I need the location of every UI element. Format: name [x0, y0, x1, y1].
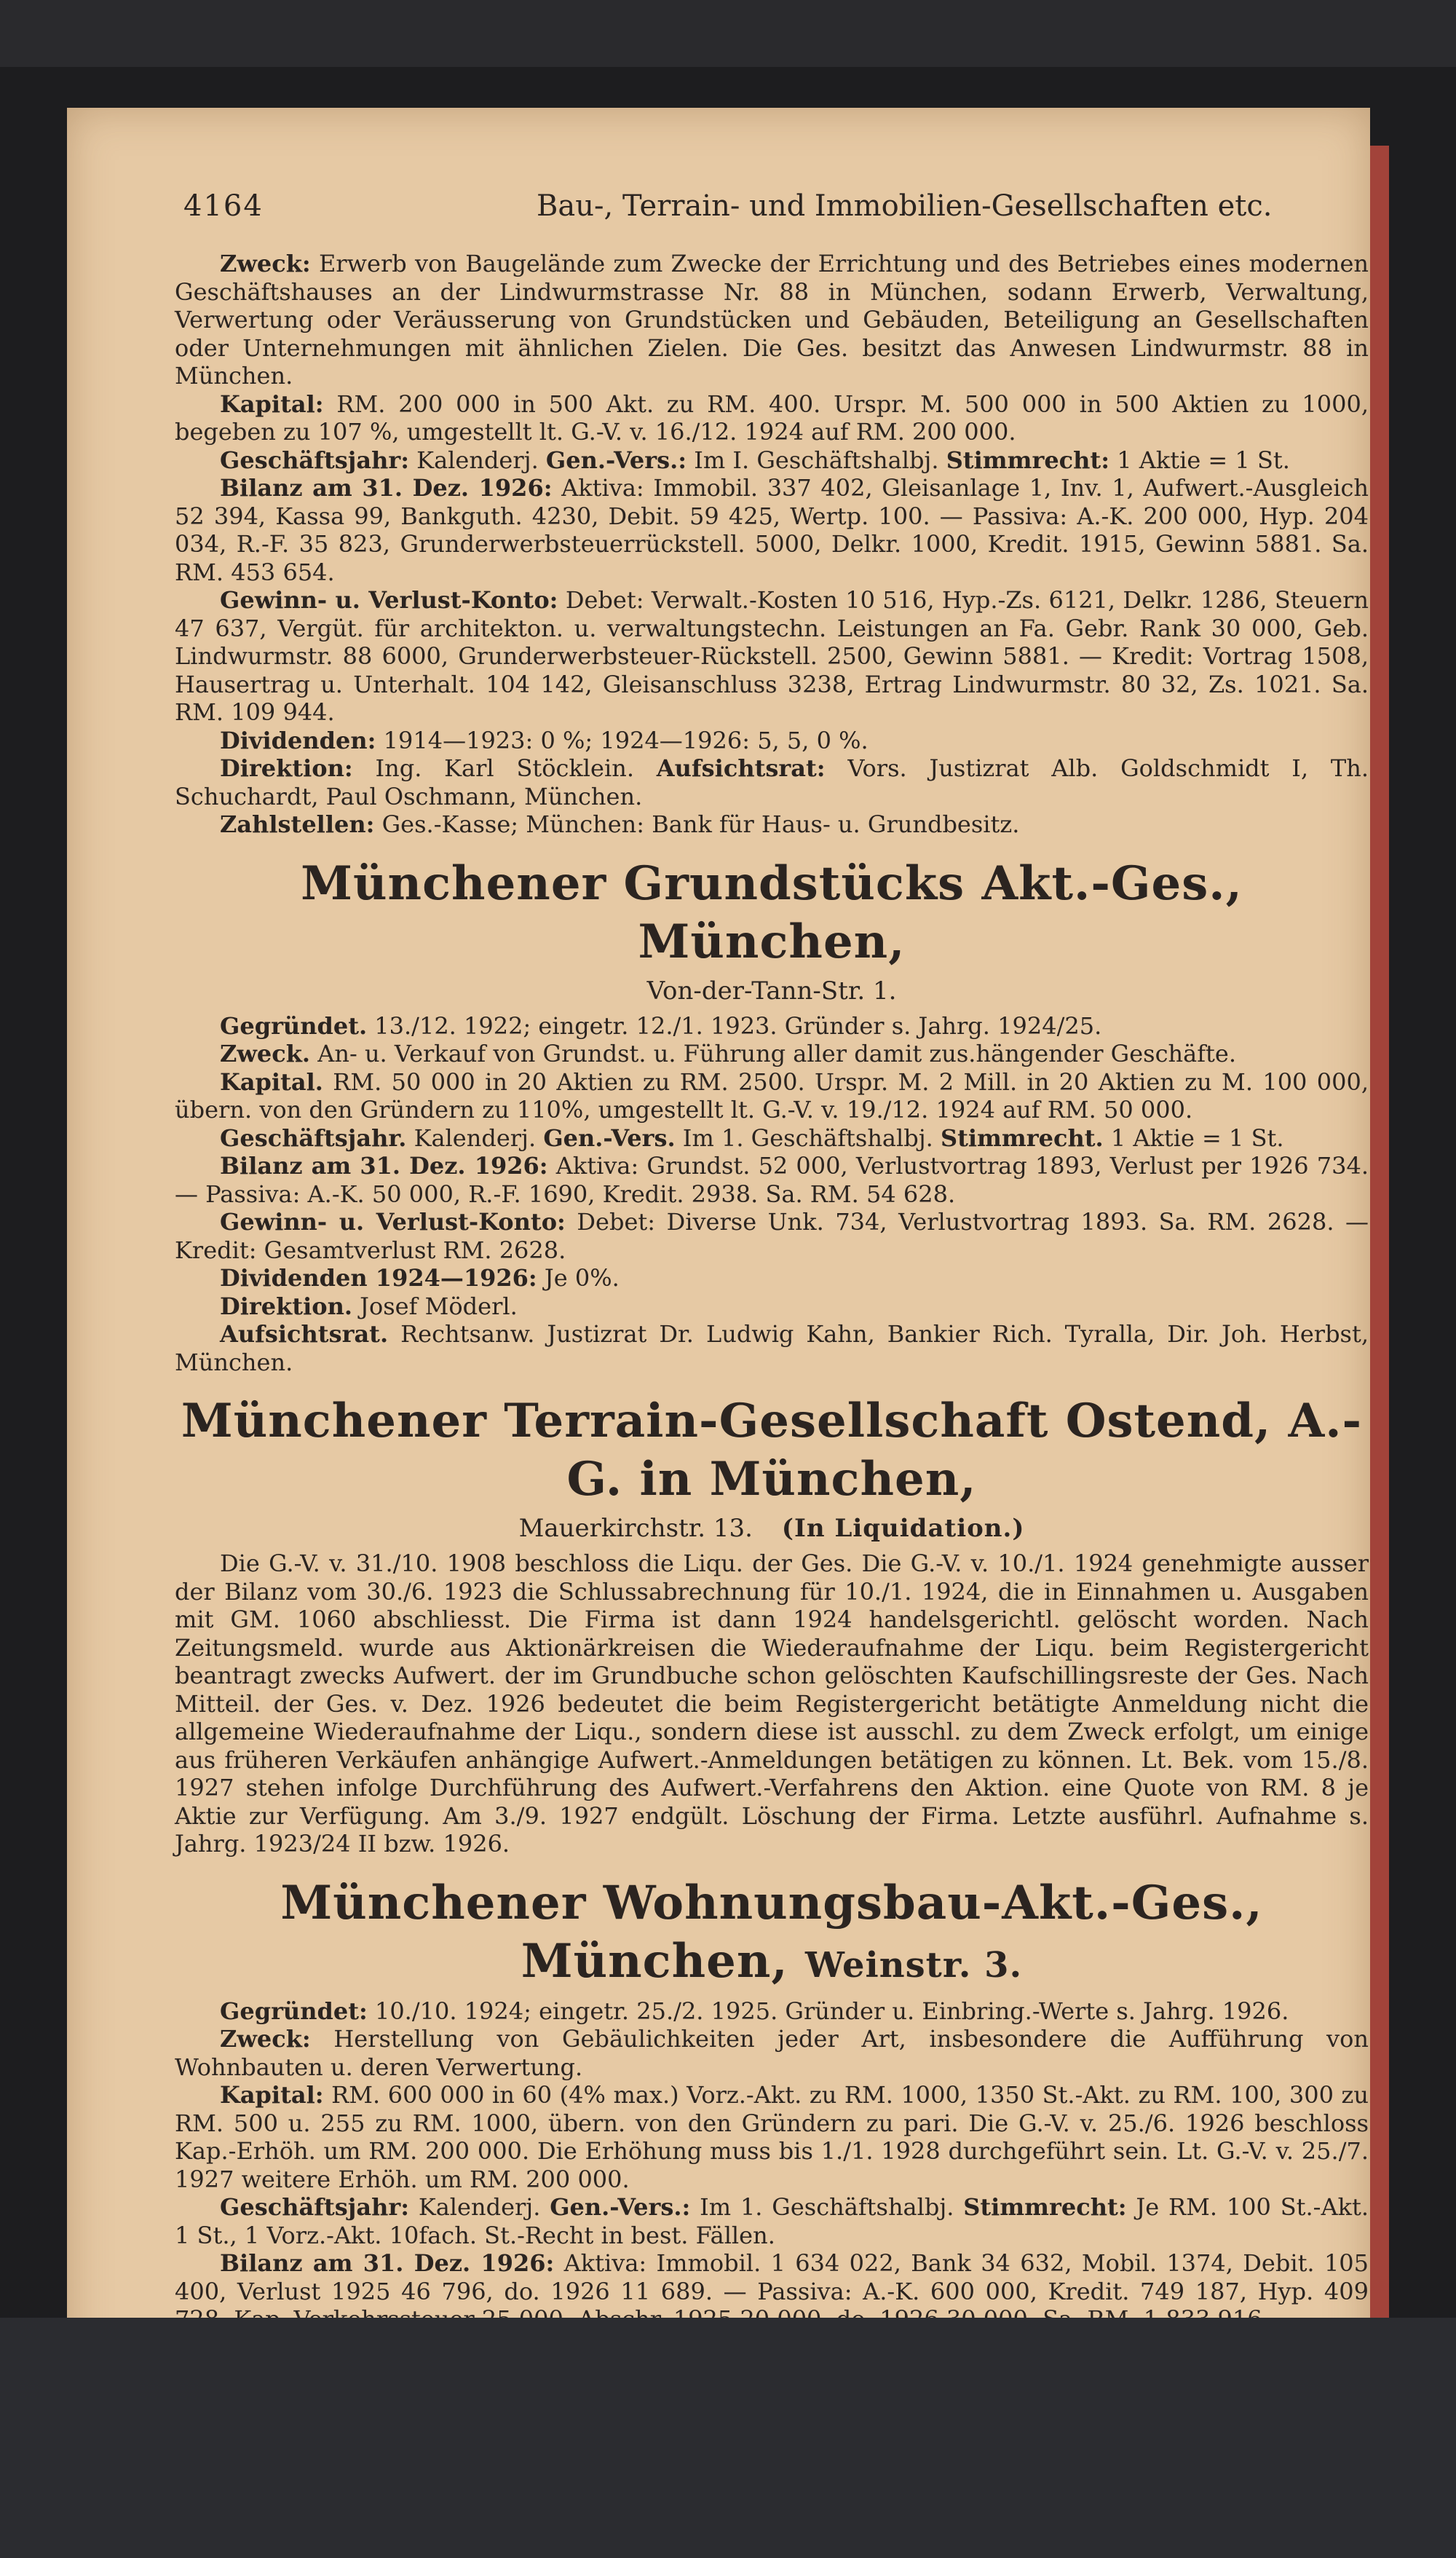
purpose-paragraph: [175, 2025, 1369, 2081]
voting-right-label: Stimmrecht.: [940, 1124, 1104, 1152]
management-label: Direktion:: [220, 754, 353, 782]
profit-loss-text: Debet: Verwalt.-Kosten 10 516, Hyp.-Zs. 6121, Delkr. 1286, Steuern 47 637, Vergüt. für architekton. u. verwaltungstechn. Leistungen an Fa. Gebr. Rank 30 000, Geb. Lindwurmstr. 88 6000, Grunderwerbsteuer-Rückstell. 2500, Gewinn 5881. — Kredit: Vortrag 1508, Hausertrag u. Unterhalt. 104 142, Gleisanschluss 3238, Ertrag Lindwurmstr. 80 32, Zs. 1021. Sa. RM. 109 944.: [175, 586, 1369, 726]
management-paragraph: [175, 754, 1369, 810]
capital-paragraph: [175, 2081, 1369, 2193]
supervisory-board-label: Aufsichtsrat.: [220, 1320, 389, 1348]
fiscal-year-label: Geschäftsjahr.: [220, 1124, 407, 1152]
profit-loss-label: Gewinn- u. Verlust-Konto:: [220, 1208, 566, 1236]
purpose-paragraph: [175, 250, 1369, 390]
paying-agents-text: Ges.-Kasse; München: Bank für Haus- u. Grundbesitz.: [381, 810, 1020, 838]
supervisory-board-label: Aufsichtsrat:: [656, 754, 826, 782]
fiscal-year-paragraph: [175, 2193, 1369, 2249]
fiscal-year-text: Kalenderj.: [414, 1124, 537, 1152]
voting-right-label: Stimmrecht:: [946, 446, 1110, 474]
company-title-line: [175, 1874, 1369, 1994]
founded-paragraph: [175, 1012, 1369, 1041]
profit-loss-label: Gewinn- u. Verlust-Konto:: [220, 586, 558, 614]
balance-label: Bilanz am 31. Dez. 1926:: [220, 474, 553, 502]
company-entry-grundstuecks: [175, 855, 1369, 1377]
management-text: Ing. Karl Stöcklein.: [375, 754, 634, 782]
dividends-label: Dividenden:: [220, 726, 376, 754]
paying-agents-label: Zahlstellen:: [220, 810, 375, 838]
company-title: Münchener Wohnungsbau-Akt.-Ges., München,: [280, 1875, 1263, 1989]
profit-loss-paragraph: [175, 586, 1369, 727]
general-meeting-text: Im 1. Geschäftshalbj.: [682, 1124, 933, 1152]
scan-bottom-edge: [0, 2318, 1456, 2558]
voting-right-label: Stimmrecht:: [963, 2193, 1127, 2221]
purpose-label: Zweck:: [220, 250, 311, 277]
general-meeting-label: Gen.-Vers.:: [545, 446, 687, 474]
management-label: Direktion.: [220, 1292, 352, 1320]
capital-paragraph: [175, 390, 1369, 446]
fiscal-year-text: Kalenderj.: [416, 446, 539, 474]
company-address-line: [175, 1512, 1369, 1545]
scan-top-edge: [0, 0, 1456, 67]
voting-right-text: Je RM. 100 St.-Akt. 1 St., 1 Vorz.-Akt. 10fach. St.-Recht in best. Fällen.: [175, 2193, 1369, 2249]
liquidation-status: (In Liquidation.): [781, 1514, 1025, 1543]
company-address: Mauerkirchstr. 13.: [518, 1514, 753, 1543]
book-spine: [1370, 146, 1389, 2359]
purpose-text: An- u. Verkauf von Grundst. u. Führung aller damit zus.hängender Geschäfte.: [317, 1040, 1236, 1067]
purpose-label: Zweck.: [220, 1040, 311, 1067]
voting-right-text: 1 Aktie = 1 St.: [1117, 446, 1290, 474]
paying-agents-paragraph: [175, 810, 1369, 839]
purpose-label: Zweck:: [220, 2025, 311, 2053]
capital-text: RM. 200 000 in 500 Akt. zu RM. 400. Urspr. M. 500 000 in 500 Aktien zu 1000, begeben zu 107 %, umgestellt lt. G.-V. v. 16./12. 1924 auf RM. 200 000.: [175, 390, 1369, 446]
general-meeting-label: Gen.-Vers.:: [550, 2193, 691, 2221]
company-address: Weinstr. 3.: [804, 1944, 1023, 1986]
fiscal-year-label: Geschäftsjahr:: [220, 446, 409, 474]
supervisory-board-text: Vors. Justizrat Alb. Goldschmidt I, Th. Schuchardt, Paul Oschmann, München.: [175, 754, 1369, 810]
fiscal-year-label: Geschäftsjahr:: [220, 2193, 409, 2221]
founded-text: 10./10. 1924; eingetr. 25./2. 1925. Gründer u. Einbring.-Werte s. Jahrg. 1926.: [374, 1997, 1289, 2025]
purpose-text: Herstellung von Gebäulichkeiten jeder Art, insbesondere die Aufführung von Wohnbauten u. deren Verwertung.: [175, 2025, 1369, 2081]
capital-text: RM. 600 000 in 60 (4% max.) Vorz.-Akt. zu RM. 1000, 1350 St.-Akt. zu RM. 100, 300 zu RM. 500 u. 255 zu RM. 1000, übern. von den Gründern zu pari. Die G.-V. v. 25./6. 1926 beschloss Kap.-Erhöh. um RM. 200 000. Die Erhöhung muss bis 1./1. 1928 durchgeführt sein. Lt. G.-V. v. 25./7. 1927 weitere Erhöh. um RM. 200 000.: [175, 2081, 1369, 2193]
fiscal-year-paragraph: [175, 446, 1369, 475]
supervisory-board-paragraph: [175, 1320, 1369, 1376]
company-entry-wohnungsbau: [175, 1874, 1369, 2334]
profit-loss-text: Debet: Diverse Unk. 734, Verlustvortrag 1893. Sa. RM. 2628. — Kredit: Gesamtverlust RM. 2628.: [175, 1208, 1369, 1264]
capital-label: Kapital:: [220, 390, 324, 418]
founded-text: 13./12. 1922; eingetr. 12./1. 1923. Gründer s. Jahrg. 1924/25.: [374, 1011, 1102, 1040]
capital-text: RM. 50 000 in 20 Aktien zu RM. 2500. Urspr. M. 2 Mill. in 20 Aktien zu M. 100 000, übern. von den Gründern zu 110%, umgestellt lt. G.-V. v. 19./12. 1924 auf RM. 50 000.: [175, 1067, 1369, 1124]
balance-text: Aktiva: Immobil. 337 402, Gleisanlage 1, Inv. 1, Aufwert.-Ausgleich 52 394, Kassa 99, Bankguth. 4230, Debit. 59 425, Wertp. 100. — Passiva: A.-K. 200 000, Hyp. 204 034, R.-F. 35 823, Grunderwerbsteuerrückstell. 5000, Delkr. 1000, Kredit. 1915, Gewinn 5881. Sa. RM. 453 654.: [175, 474, 1369, 586]
dividends-paragraph: [175, 1264, 1369, 1292]
supervisory-board-text: Rechtsanw. Justizrat Dr. Ludwig Kahn, Bankier Rich. Tyralla, Dir. Joh. Herbst, München.: [175, 1320, 1369, 1376]
balance-text: Aktiva: Grundst. 52 000, Verlustvortrag 1893, Verlust per 1926 734. — Passiva: A.-K. 50 000, R.-F. 1690, Kredit. 2938. Sa. RM. 54 628.: [175, 1152, 1369, 1208]
company-address: Von-der-Tann-Str. 1.: [646, 976, 897, 1006]
general-meeting-text: Im 1. Geschäftshalbj.: [700, 2193, 954, 2221]
company-title: Münchener Grundstücks Akt.-Ges., München,: [301, 856, 1243, 969]
general-meeting-label: Gen.-Vers.: [543, 1124, 676, 1152]
management-text: Josef Möderl.: [360, 1292, 518, 1320]
liquidation-text: Die G.-V. v. 31./10. 1908 beschloss die Liqu. der Ges. Die G.-V. v. 10./1. 1924 genehmigte ausser der Bilanz vom 30./6. 1923 die Schlussabrechnung für 10./1. 1924, die in Einnahmen u. Ausgaben mit GM. 1060 abschliesst. Die Firma ist dann 1924 handelsgerichtl. gelöscht worden. Nach Zeitungsmeld. wurde aus Aktionärkreisen die Wiederaufnahme der Liqu. beim Registergericht beantragt zwecks Aufwert. der im Grundbuche schon gelöschten Kaufschillingsreste der Ges. Nach Mitteil. der Ges. v. Dez. 1926 bedeutet die beim Registergericht betätigte Anmeldung nicht die allgemeine Wiederaufnahme der Liqu., sondern diese ist ausschl. zu dem Zweck erfolgt, um einige aus früheren Verkäufen anhängige Aufwert.-Anmeldungen betätigen zu können. Lt. Bek. vom 15./8. 1927 stehen infolge Durchführung des Aufwert.-Verfahrens den Aktion. eine Quote von RM. 8 je Aktie zur Verfügung. Am 3./9. 1927 endgült. Löschung der Firma. Letzte ausführl. Aufnahme s. Jahrg. 1923/24 II bzw. 1926.: [175, 1550, 1369, 1858]
founded-paragraph: [175, 1997, 1369, 2026]
balance-text: Aktiva: Immobil. 1 634 022, Bank 34 632, Mobil. 1374, Debit. 105 400, Verlust 1925 46 796, do. 1926 11 689. — Passiva: A.-K. 600 000, Kredit. 749 187, Hyp. 409: [175, 2249, 1369, 2305]
voting-right-text: 1 Aktie = 1 St.: [1110, 1124, 1284, 1152]
dividends-label: Dividenden 1924—1926:: [220, 1264, 537, 1292]
balance-label: Bilanz am 31. Dez. 1926:: [220, 1152, 548, 1180]
company-entry-lindwurm: [175, 250, 1369, 839]
balance-label: Bilanz am 31. Dez. 1926:: [220, 2249, 555, 2277]
book-page: [67, 108, 1370, 2391]
running-header: [183, 189, 1290, 233]
dividends-text: 1914—1923: 0 %; 1924—1926: 5, 5, 0 %.: [383, 726, 869, 754]
capital-paragraph: [175, 1068, 1369, 1124]
fiscal-year-paragraph: [175, 1124, 1369, 1153]
dividends-text: Je 0%.: [544, 1264, 620, 1292]
purpose-paragraph: [175, 1040, 1369, 1068]
page-body: [175, 250, 1369, 2334]
company-title: Münchener Terrain-Gesellschaft Ostend, A.-G. in München,: [181, 1394, 1363, 1507]
fiscal-year-text: Kalenderj.: [418, 2193, 541, 2221]
company-entry-ostend: [175, 1392, 1369, 1858]
capital-label: Kapital:: [220, 2081, 324, 2109]
general-meeting-text: Im I. Geschäftshalbj.: [694, 446, 939, 474]
running-title: Bau-, Terrain- und Immobilien-Gesellschaften etc.: [537, 189, 1273, 223]
founded-label: Gegründet:: [220, 1997, 368, 2025]
capital-label: Kapital.: [220, 1067, 323, 1096]
purpose-text: Erwerb von Baugelände zum Zwecke der Errichtung und des Betriebes eines modernen Geschäftshauses an der Lindwurmstrasse Nr. 88 in München, sodann Erwerb, Verwaltung, Verwertung oder Veräusserung von Grundstücken und Gebäuden, Beteiligung an Gesellschaften oder Unternehmungen mit ähnlichen Zielen. Die Ges. besitzt das Anwesen Lindwurmstr. 88 in München.: [175, 250, 1369, 390]
profit-loss-paragraph: [175, 1208, 1369, 1264]
management-paragraph: [175, 1292, 1369, 1321]
balance-paragraph: [175, 1152, 1369, 1208]
balance-paragraph: [175, 474, 1369, 586]
page-number: 4164: [183, 189, 264, 223]
founded-label: Gegründet.: [220, 1011, 368, 1040]
dividends-paragraph: [175, 727, 1369, 755]
